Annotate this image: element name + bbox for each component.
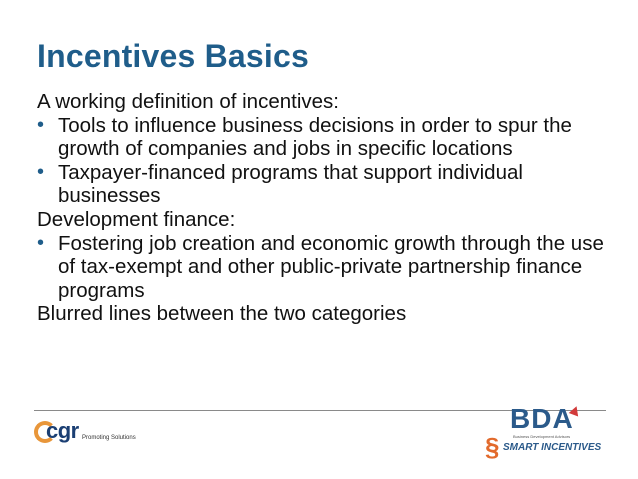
cgr-logo — [34, 419, 134, 449]
smart-incentives-s-icon: § — [485, 432, 500, 462]
bullet-icon: • — [37, 113, 45, 136]
bullet-icon: • — [37, 231, 45, 254]
cgr-tagline: Promoting Solutions — [82, 435, 136, 441]
smart-incentives-label: SMART INCENTIVES — [503, 442, 602, 453]
slide-body — [37, 90, 607, 326]
body-line: Blurred lines between the two categories — [37, 302, 407, 326]
bullet-text: Fostering job creation and economic growth through the use of tax-exempt and other public-private partnership finance programs — [58, 231, 604, 302]
bullet-item — [37, 114, 607, 161]
bullet-text: Tools to influence business decisions in order to spur the growth of companies and jobs in specific locations — [58, 113, 572, 161]
body-line: Development finance: — [37, 207, 236, 231]
bullet-item — [37, 161, 607, 208]
bda-logo-text: BDA — [510, 403, 574, 434]
bda-logo — [485, 403, 610, 467]
cgr-logo-text: cgr — [46, 418, 79, 443]
body-line: A working definition of incentives: — [37, 90, 339, 113]
bullet-item — [37, 232, 607, 303]
slide-title: Incentives Basics — [37, 38, 309, 74]
bullet-text: Taxpayer-financed programs that support individual businesses — [58, 160, 523, 208]
bullet-icon: • — [37, 160, 45, 183]
bda-subtitle: Business Development Advisors — [513, 434, 571, 439]
